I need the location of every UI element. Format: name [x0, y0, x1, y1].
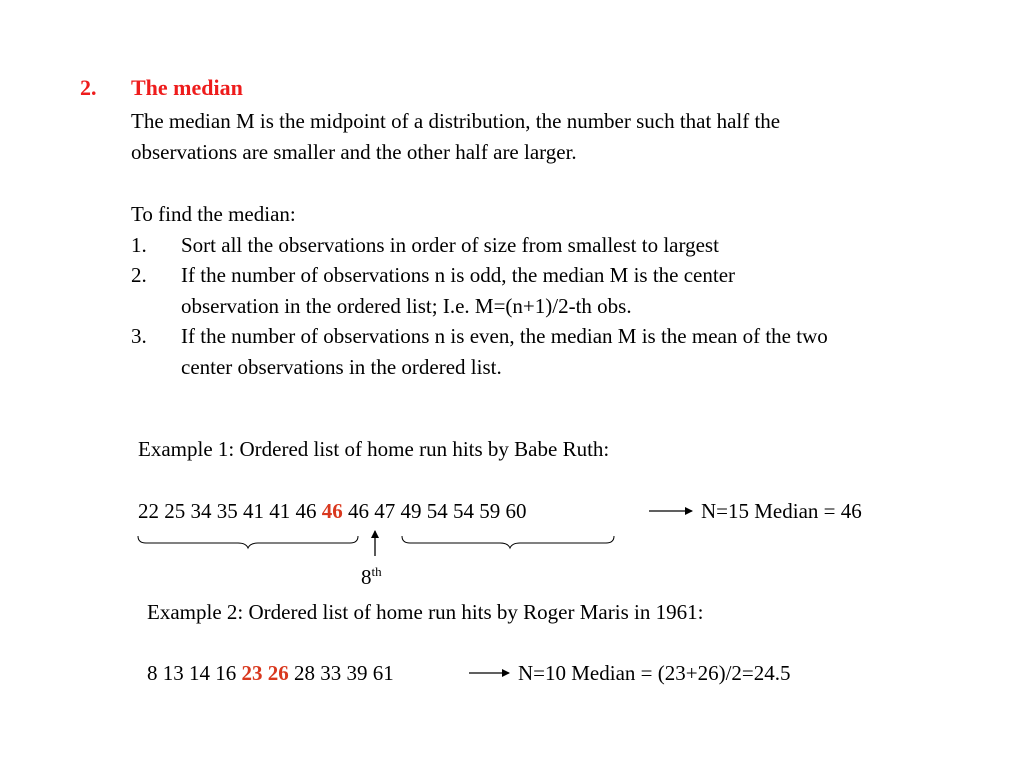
definition-line-2: observations are smaller and the other half are larger.: [131, 140, 577, 164]
example-2-median-value-2: 26: [267, 661, 289, 685]
step-3-text-line-2: center observations in the ordered list.: [181, 355, 502, 379]
example-1-median-value: 46: [321, 499, 343, 523]
example-1-result: N=15 Median = 46: [701, 499, 862, 523]
section-number: 2.: [80, 75, 97, 100]
section-title: The median: [131, 75, 243, 100]
example-2-median-value-1: 23: [241, 661, 263, 685]
example-2-values-before: 8 13 14 16: [147, 661, 237, 685]
definition-line-1: The median M is the midpoint of a distribution, the number such that half the: [131, 109, 781, 133]
position-number: 8: [361, 565, 372, 589]
find-intro: To find the median:: [131, 202, 296, 226]
example-1-right-brace: [402, 536, 614, 548]
example-1-values-after: 46 47 49 54 54 59 60: [348, 499, 527, 523]
example-2-result: N=10 Median = (23+26)/2=24.5: [518, 661, 791, 685]
step-2-text-line-2: observation in the ordered list; I.e. M=(n+1)/2-th obs.: [181, 294, 632, 318]
step-1-text: Sort all the observations in order of size from smallest to largest: [181, 233, 719, 257]
step-2-text-line-1: If the number of observations n is odd, the median M is the center: [181, 263, 736, 287]
example-2-heading: Example 2: Ordered list of home run hits by Roger Maris in 1961:: [147, 600, 704, 624]
example-2-values-after: 28 33 39 61: [294, 661, 394, 685]
position-suffix: th: [371, 564, 382, 579]
example-1-left-brace: [138, 536, 358, 548]
step-3-text-line-1: If the number of observations n is even, the median M is the mean of the two: [181, 324, 828, 348]
step-2-number: 2.: [131, 263, 147, 287]
example-1-heading: Example 1: Ordered list of home run hits by Babe Ruth:: [138, 437, 610, 461]
example-1-values-before: 22 25 34 35 41 41 46: [138, 499, 317, 523]
step-1-number: 1.: [131, 233, 147, 257]
step-3-number: 3.: [131, 324, 147, 348]
